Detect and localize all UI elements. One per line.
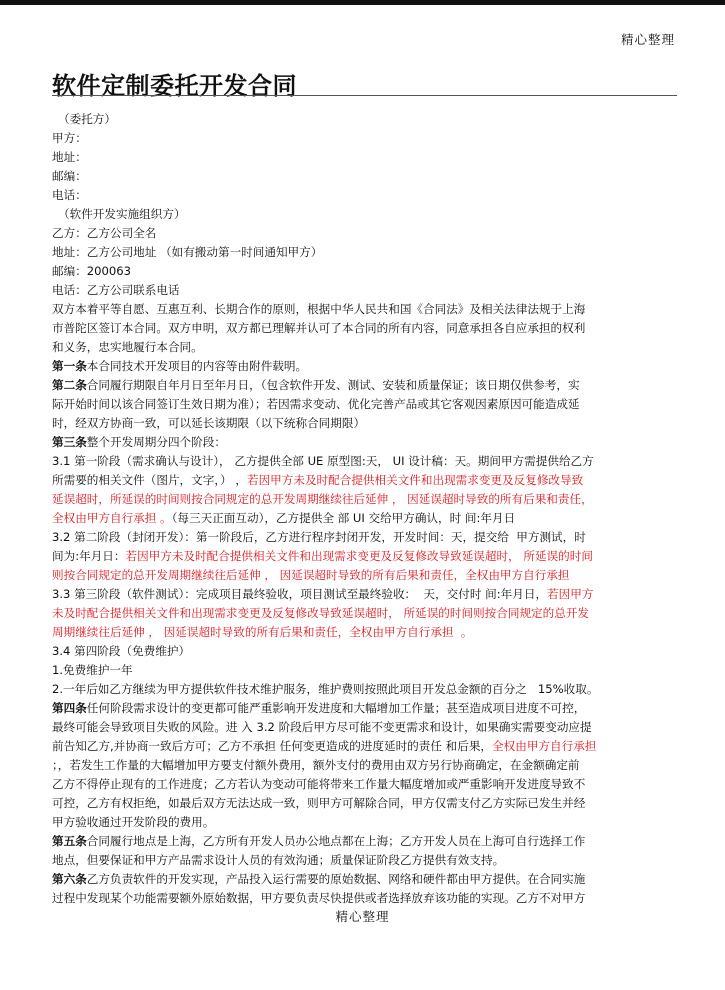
stage-3-warning-line: 周期继续往后延伸 ， 因延误超时导致的所有后果和责任，全权由甲方自行承担 。	[52, 625, 473, 639]
stage-3-warning: 若因甲方	[547, 587, 594, 601]
article-4-line: 乙方不得停止现有的工作进度；乙方若认为变动可能将带来工作量大幅度增加或严重影响开发进度导致不	[52, 777, 586, 791]
article-1	[52, 357, 674, 376]
article-3-label: 第三条	[52, 435, 87, 449]
stage-3-line	[52, 585, 674, 604]
article-4-text: 前告知乙方,并协商一致后方可；乙方不承担 任何变更造成的进度延时的责任 和后果，	[52, 739, 493, 753]
article-4-label: 第四条	[52, 701, 87, 715]
article-3	[52, 433, 674, 452]
article-5-label: 第五条	[52, 834, 87, 848]
article-4-warning: 全权由甲方自行承担	[492, 739, 597, 753]
stage-4-line: 3.4 第四阶段（免费维护）	[52, 644, 191, 658]
stage-2-line	[52, 547, 674, 566]
article-2-label: 第二条	[52, 378, 87, 392]
stage-1-text: （每三天正面互动），乙方提供全 部 UI 交给甲方确认，时 间:年月日	[171, 511, 516, 525]
party-a-phone: 电话：	[52, 188, 87, 202]
article-4-line: 可控，乙方有权拒绝，如最后双方无法达成一致，则甲方可解除合同，甲方仅需支付乙方实际已发生并经	[52, 796, 586, 810]
party-a-name: 甲方：	[52, 131, 87, 145]
article-4-line: 甲方验收通过开发阶段的费用。	[52, 815, 215, 829]
header-mark: 精心整理	[620, 32, 675, 47]
stage-2-line: 3.2 第二阶段（封闭开发）：第一阶段后，乙方进行程序封闭开发，开发时间：天，提交给 甲方测试，时	[52, 530, 586, 544]
article-6-text: 乙方负责软件的开发实现，产品投入运行需要的原始数据、网络和硬件都由甲方提供。在合同实施	[86, 872, 586, 886]
party-b-postcode: 邮编：200063	[52, 264, 132, 278]
article-4-line	[52, 737, 674, 756]
party-b-name: 乙方：乙方公司全名	[52, 226, 157, 240]
preamble-line: 市普陀区签订本合同。双方申明，双方都已理解并认可了本合同的所有内容，同意承担各自应承担的权利	[52, 321, 586, 335]
stage-1-warning: 全权由甲方自行承担 。	[52, 511, 172, 525]
article-1-text: 本合同技术开发项目的内容等由附件载明。	[86, 359, 308, 373]
article-6-label: 第六条	[52, 872, 87, 886]
article-5	[52, 832, 674, 851]
article-4-line: 最终可能会导致项目失败的风险。进 入 3.2 阶段后甲方尽可能不变更需求和设计，如果确实需要变动应提	[52, 720, 592, 734]
article-2-line: 时，经双方协商一致，可以延长该期限（以下统称合同期限）	[52, 416, 366, 430]
stage-1-line	[52, 471, 674, 490]
stage-2-text: 间为:年月日：	[52, 549, 126, 563]
stage-1-line: 3.1 第一阶段（需求确认与设计）， 乙方提供全部 UE 原型图:天， UI 设计稿：天。期间甲方需提供给乙方	[52, 454, 594, 468]
preamble-line: 和义务，忠实地履行本合同。	[52, 340, 203, 354]
article-3-text: 整个开发周期分四个阶段：	[86, 435, 226, 449]
article-4	[52, 699, 674, 718]
preamble-line: 双方本着平等自愿、互惠互利、长期合作的原则，根据中华人民共和国《合同法》及相关法律法规于上海	[52, 302, 586, 316]
party-b-phone: 电话：乙方公司联系电话	[52, 283, 180, 297]
article-4-text: 任何阶段需求设计的变更都可能严重影响开发进度和大幅增加工作量；甚至造成项目进度不可控，	[86, 701, 586, 715]
article-2	[52, 376, 674, 395]
stage-1-text: 所需要的相关文件（图片，文字，） ，	[52, 473, 247, 487]
article-4-line: ；，若发生工作量的大幅增加甲方要支付额外费用，额外支付的费用由双方另行协商确定，在金额确定前	[52, 758, 580, 772]
stage-2-warning-line: 则按合同规定的总开发周期继续往后延伸 ， 因延误超时导致的所有后果和责任，全权由甲方自行承担	[52, 568, 570, 582]
contract-body	[52, 110, 674, 908]
party-a-role: （委托方）	[58, 112, 116, 126]
stage-4-line: 1.免费维护一年	[52, 663, 133, 677]
article-6-line: 过程中发现某个功能需要额外原始数据，甲方要负责尽快提供或者选择放弃该功能的实现。乙方不对甲方	[52, 891, 586, 905]
article-6	[52, 870, 674, 889]
stage-1-warning-line: 延误超时，所延误的时间则按合同规定的总开发周期继续往后延伸 ， 因延误超时导致的所有后果和责任，	[52, 492, 593, 506]
stage-1-line	[52, 509, 674, 528]
party-a-address: 地址：	[52, 150, 87, 164]
stage-2-warning: 若因甲方未及时配合提供相关文件和出现需求变更及反复修改导致延误超时， 所延误的时间	[125, 549, 593, 563]
party-b-role: （软件开发实施组织方）	[58, 207, 186, 221]
article-5-text: 合同履行地点是上海，乙方所有开发人员办公地点都在上海；乙方开发人员在上海可自行选择工作	[86, 834, 586, 848]
document-title: 软件定制委托开发合同	[52, 72, 297, 100]
stage-3-warning-line: 未及时配合提供相关文件和出现需求变更及反复修改导致延误超时， 所延误的时间则按合同规定的总开发	[52, 606, 590, 620]
stage-3-text: 3.3 第三阶段（软件测试）：完成项目最终验收，项目测试至最终验收： 天，交付时 间:年月日，	[52, 587, 548, 601]
article-2-line: 际开始时间以该合同签订生效日期为准）；若因需求变动、优化完善产品或其它客观因素原因可能造成延	[52, 397, 580, 411]
party-b-address: 地址：乙方公司地址 （如有搬动第一时间通知甲方）	[52, 245, 323, 259]
article-5-line: 地点，但要保证和甲方产品需求设计人员的有效沟通；质量保证阶段乙方提供有效支持。	[52, 853, 505, 867]
footer-mark: 精心整理	[335, 909, 390, 924]
article-1-label: 第一条	[52, 359, 87, 373]
title-underline	[52, 95, 677, 96]
article-2-text: 合同履行期限自年月日至年月日，（包含软件开发、测试、安装和质量保证；该日期仅供参考，实	[86, 378, 580, 392]
party-a-postcode: 邮编：	[52, 169, 87, 183]
stage-4-line: 2.一年后如乙方继续为甲方提供软件技术维护服务，维护费则按照此项目开发总金额的百分之 15%收取。	[52, 682, 599, 696]
stage-1-warning: 若因甲方未及时配合提供相关文件和出现需求变更及反复修改导致	[246, 473, 584, 487]
top-border-rule	[0, 0, 725, 5]
